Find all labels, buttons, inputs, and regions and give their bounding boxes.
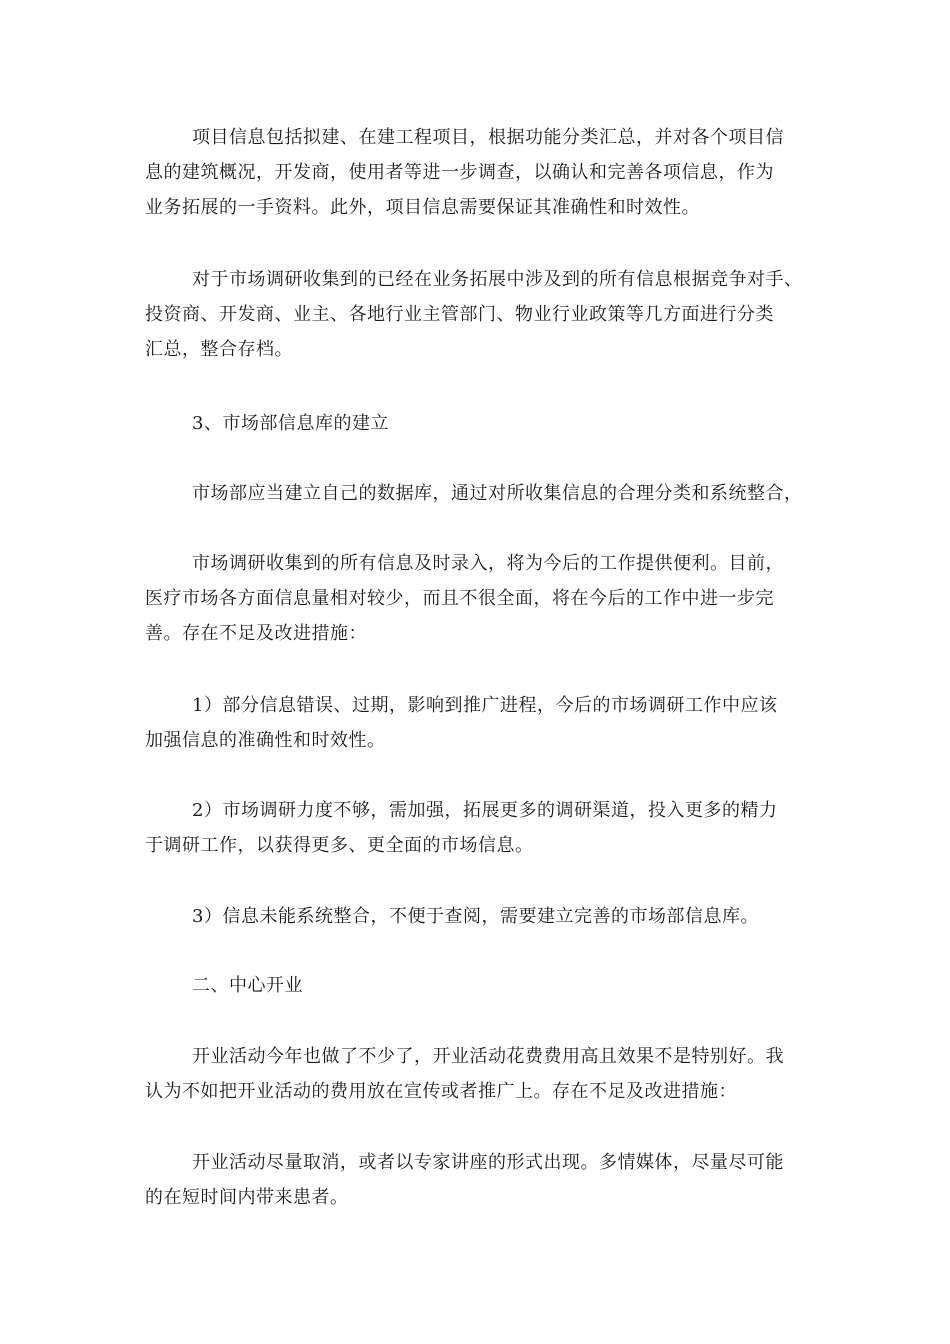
list-item-3 — [145, 899, 810, 934]
text-line: 于调研工作，以获得更多、更全面的市场信息。 — [145, 835, 534, 856]
paragraph-opening-activities — [145, 1039, 810, 1109]
text-line: 2）市场调研力度不够，需加强，拓展更多的调研渠道，投入更多的精力 — [192, 800, 778, 821]
text-line: 项目信息包括拟建、在建工程项目，根据功能分类汇总，并对各个项目信 — [192, 127, 784, 148]
text-line: 市场调研收集到的所有信息及时录入，将为今后的工作提供便利。目前， — [192, 553, 784, 574]
text-line: 3）信息未能系统整合，不便于查阅，需要建立完善的市场部信息库。 — [192, 906, 759, 927]
text-line: 对于市场调研收集到的已经在业务拓展中涉及到的所有信息根据竞争对手、 — [192, 269, 803, 290]
text-line: 医疗市场各方面信息量相对较少，而且不很全面，将在今后的工作中进一步完 — [145, 588, 774, 609]
text-line: 市场部应当建立自己的数据库，通过对所收集信息的合理分类和系统整合， — [192, 483, 803, 504]
paragraph-info-entry — [145, 546, 810, 651]
text-line: 开业活动今年也做了不少了，开业活动花费费用高且效果不是特别好。我 — [192, 1046, 784, 1067]
list-item-2 — [145, 793, 810, 863]
paragraph-database-setup — [145, 476, 810, 511]
text-line: 开业活动尽量取消，或者以专家讲座的形式出现。多情媒体，尽量尽可能 — [192, 1152, 784, 1173]
heading-line: 二、中心开业 — [192, 975, 303, 996]
paragraph-project-info — [145, 120, 810, 225]
paragraph-market-research-archive — [145, 262, 810, 367]
text-line: 认为不如把开业活动的费用放在宣传或者推广上。存在不足及改进措施： — [145, 1081, 737, 1102]
text-line: 投资商、开发商、业主、各地行业主管部门、物业行业政策等几方面进行分类 — [145, 304, 774, 325]
section-heading-opening — [145, 968, 810, 1003]
text-line: 加强信息的准确性和时效性。 — [145, 730, 386, 751]
text-line: 汇总，整合存档。 — [145, 339, 293, 360]
paragraph-opening-improvements — [145, 1145, 810, 1215]
list-item-1 — [145, 688, 810, 758]
text-line: 的在短时间内带来患者。 — [145, 1187, 349, 1208]
section-heading-database — [145, 406, 810, 441]
text-line: 善。存在不足及改进措施： — [145, 623, 367, 644]
text-line: 1）部分信息错误、过期，影响到推广进程，今后的市场调研工作中应该 — [192, 695, 778, 716]
text-line: 息的建筑概况，开发商，使用者等进一步调查，以确认和完善各项信息，作为 — [145, 162, 774, 183]
heading-line: 3、市场部信息库的建立 — [192, 413, 389, 434]
text-line: 业务拓展的一手资料。此外，项目信息需要保证其准确性和时效性。 — [145, 197, 700, 218]
